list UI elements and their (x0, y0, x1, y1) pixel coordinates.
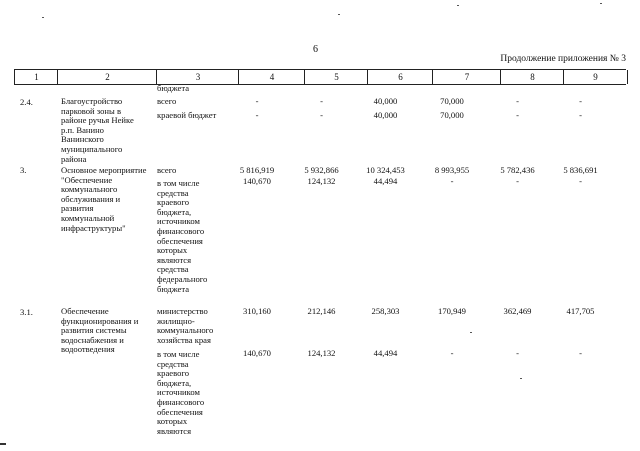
value-col4: - (255, 96, 259, 106)
value-col5: 124,132 (307, 176, 336, 186)
value-col8: - (516, 96, 519, 106)
header-col-7: 7 (432, 70, 501, 84)
value-col5: 212,146 (307, 306, 336, 316)
value-col7: - (450, 348, 454, 358)
value-col7: 170,949 (438, 306, 466, 316)
value-col4: 5 816,919 (239, 165, 275, 175)
value-col6: 10 324,453 (366, 165, 405, 175)
carry-over-text: бюджета (157, 83, 190, 93)
header-col-4: 4 (238, 70, 305, 84)
scan-speck (470, 332, 472, 333)
value-col4: 310,160 (243, 306, 271, 316)
value-col4: 140,670 (243, 176, 271, 186)
value-col8: - (516, 348, 519, 358)
value-col5: 124,132 (307, 348, 336, 358)
value-col4: - (255, 110, 259, 120)
row-source: в том числе средства краевого бюджета, источником финансового обеспечения которых являются (157, 349, 205, 436)
row-source: всего (157, 96, 177, 106)
scan-speck (457, 5, 459, 6)
page-number: 6 (313, 44, 318, 55)
header-col-6: 6 (367, 70, 433, 84)
scan-speck (600, 3, 602, 4)
value-col9: 5 836,691 (563, 165, 598, 175)
value-col9: - (579, 96, 582, 106)
row-source: всего (157, 165, 177, 175)
value-col7: 8 993,955 (434, 165, 470, 175)
row-number: 3. (20, 165, 27, 175)
value-col7: - (450, 176, 454, 186)
value-col8: 362,469 (503, 306, 532, 316)
value-col6: 44,494 (373, 176, 398, 186)
header-col-8: 8 (500, 70, 564, 84)
row-name: Основное мероприятие "Обеспечение коммунального обслуживания и развития коммунальной инфраструктуры" (61, 165, 147, 233)
header-col-3: 3 (156, 70, 239, 84)
value-col4: 140,670 (243, 348, 271, 358)
value-col5: - (320, 96, 323, 106)
value-col7: 70,000 (440, 110, 464, 120)
scan-edge-mark (0, 443, 6, 445)
value-col6: 44,494 (373, 348, 398, 358)
row-source: министерство жилищно- коммунального хозяйства края (157, 306, 214, 345)
row-source: в том числе средства краевого бюджета, источником финансового обеспечения которых являются средства федерального бюджета (157, 178, 208, 294)
value-col9: - (579, 110, 582, 120)
appendix-note: Продолжение приложения № 3 (500, 54, 626, 64)
value-col9: - (579, 176, 582, 186)
value-col5: 5 932,866 (304, 165, 339, 175)
row-name: Благоустройство парковой зоны в районе ручья Нейке р.п. Ванино Ванинского муниципального района (61, 96, 134, 164)
value-col5: - (320, 110, 323, 120)
header-col-9: 9 (563, 70, 628, 84)
scan-speck (520, 378, 522, 379)
row-name: Обеспечение функционирования и развития системы водоснабжения и водоотведения (61, 306, 139, 355)
value-col6: 40,000 (373, 96, 398, 106)
value-col6: 40,000 (373, 110, 398, 120)
table-header-row (14, 69, 626, 85)
header-col-1: 1 (14, 70, 58, 84)
value-col9: - (579, 348, 582, 358)
value-col8: - (516, 176, 519, 186)
scan-speck (42, 17, 44, 18)
value-col9: 417,705 (566, 306, 595, 316)
row-number: 3.1. (20, 307, 33, 317)
row-number: 2.4. (20, 97, 33, 107)
scan-speck (338, 14, 340, 15)
value-col6: 258,303 (371, 306, 400, 316)
value-col7: 70,000 (440, 96, 464, 106)
value-col8: - (516, 110, 519, 120)
header-col-2: 2 (57, 70, 157, 84)
row-source: краевой бюджет (157, 110, 217, 120)
value-col8: 5 782,436 (500, 165, 535, 175)
header-col-5: 5 (304, 70, 368, 84)
